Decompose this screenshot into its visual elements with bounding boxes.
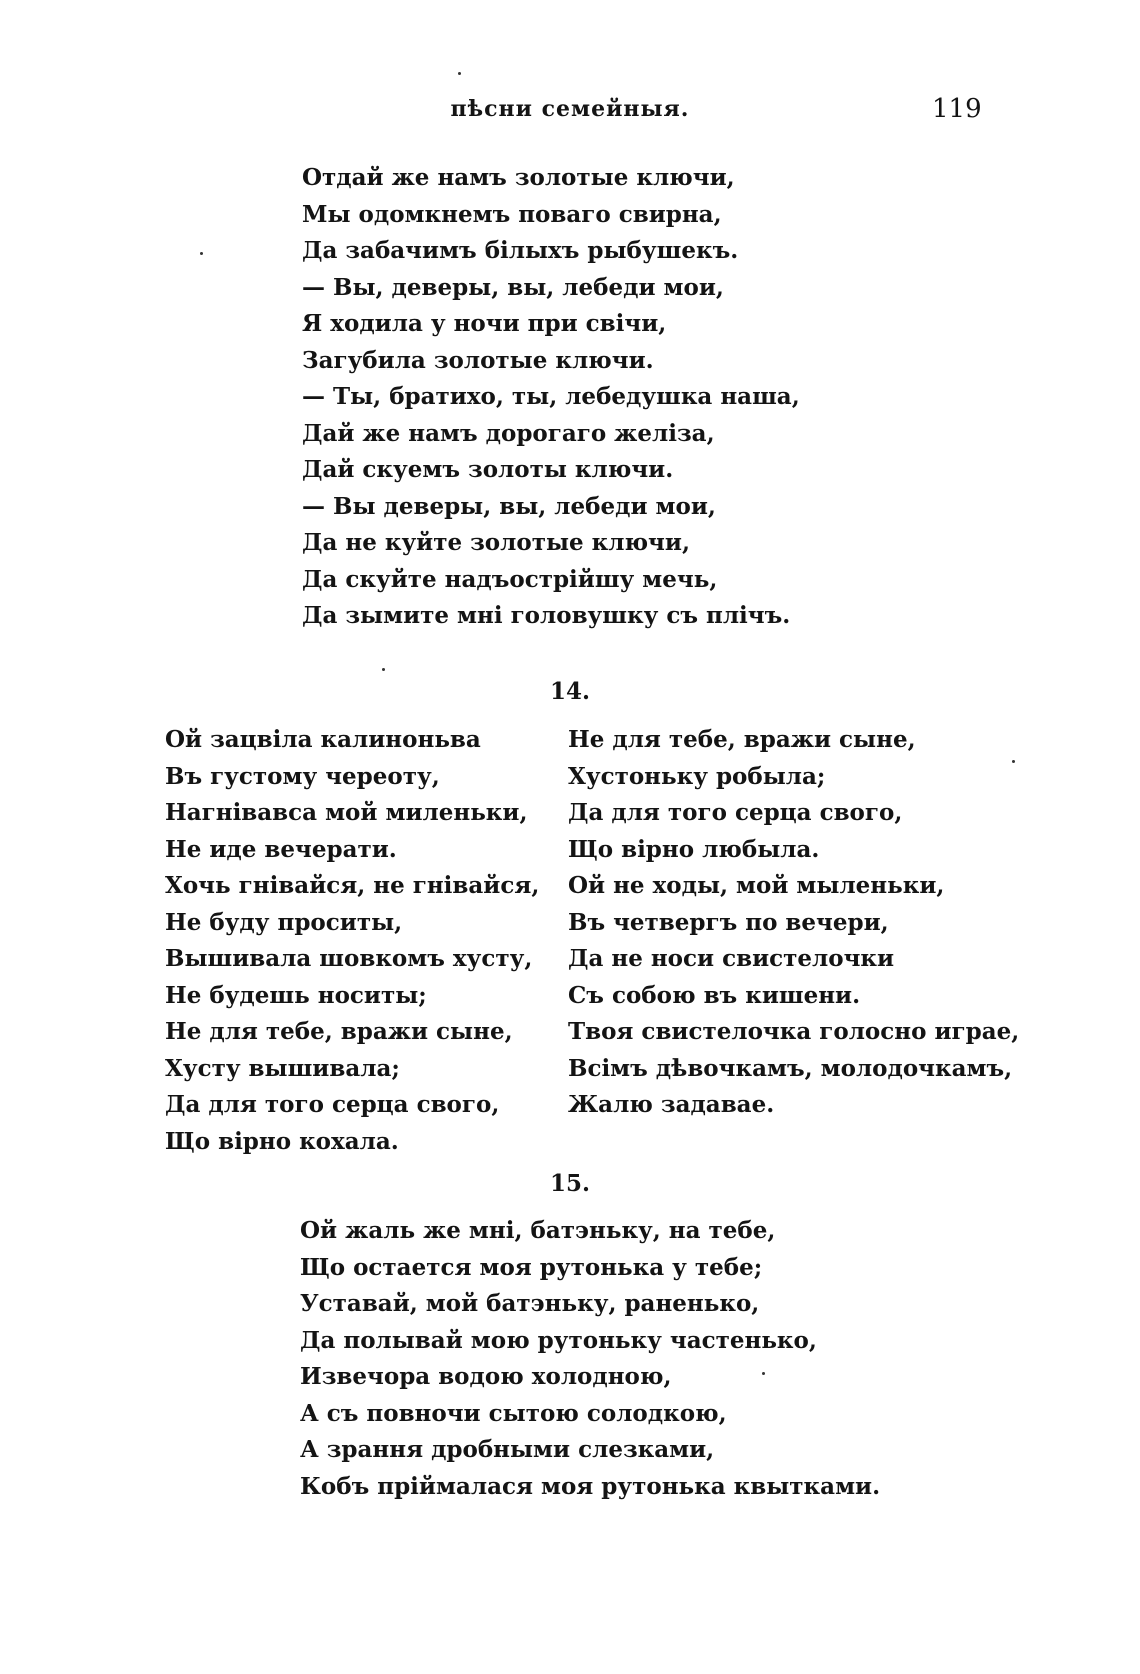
print-speck <box>458 72 461 75</box>
verse-line: Да полывай мою рутоньку частенько, <box>300 1326 817 1354</box>
verse-line: — Ты, братихо, ты, лебедушка наша, <box>302 383 800 410</box>
verse-line: Да для того серца свого, <box>165 1091 500 1118</box>
verse-line: Да не куйте золотые ключи, <box>302 529 690 556</box>
running-head: пѣсни семейныя. <box>450 96 690 122</box>
verse-line: Съ собою въ кишени. <box>568 981 861 1009</box>
verse-line: Не иде вечерати. <box>165 835 397 863</box>
verse-line: Кобъ пріймалася моя рутонька квытками. <box>300 1472 881 1500</box>
verse-line: Нагнівавса мой миленьки, <box>165 799 528 826</box>
verse-line: Хустоньку робыла; <box>568 762 826 790</box>
verse-line: Вышивала шовкомъ хусту, <box>165 945 533 972</box>
verse-line: Да зымите мні головушку съ плічъ. <box>302 602 791 629</box>
verse-line: Ой жаль же мні, батэньку, на тебе, <box>300 1217 776 1244</box>
verse-line: Да забачимъ білыхъ рыбушекъ. <box>302 237 739 264</box>
song-15-number: 15. <box>549 1170 590 1197</box>
verse-line: Всімъ дѣвочкамъ, молодочкамъ, <box>568 1054 1013 1082</box>
verse-line: Жалю задавае. <box>568 1091 775 1118</box>
verse-line: Да не носи свистелочки <box>568 945 895 972</box>
song-14-number: 14. <box>549 678 590 705</box>
verse-line: Ой зацвіла калиноньва <box>165 726 481 753</box>
verse-line: Въ четвергъ по вечери, <box>568 908 889 936</box>
song-15-stanza <box>300 1213 880 1505</box>
page-number: 119 <box>932 94 982 124</box>
verse-line: Ой не ходы, мой мыленьки, <box>568 872 945 899</box>
verse-line: Не буду проситы, <box>165 908 403 936</box>
verse-line: Твоя свистелочка голосно играе, <box>568 1018 1020 1045</box>
verse-line: Извечора водою холодною, <box>300 1363 672 1390</box>
song-14-left-column <box>165 722 539 1160</box>
song-13-stanza <box>302 160 800 635</box>
verse-line: Не будешь носиты; <box>165 981 427 1009</box>
verse-line: Хусту вышивала; <box>165 1054 400 1082</box>
verse-line: А съ повночи сытою солодкою, <box>300 1399 727 1427</box>
print-speck <box>762 1372 765 1375</box>
print-speck <box>200 252 203 255</box>
verse-line: Що вірно любыла. <box>568 835 820 863</box>
verse-line: Въ густому череоту, <box>165 762 440 790</box>
print-speck <box>382 668 385 671</box>
verse-line: — Вы, деверы, вы, лебеди мои, <box>302 273 724 301</box>
verse-line: Що вірно кохала. <box>165 1127 399 1155</box>
print-speck <box>1012 760 1015 763</box>
verse-line: Що остается моя рутонька у тебе; <box>300 1253 763 1281</box>
verse-line: Хочь гнівайся, не гнівайся, <box>165 872 540 899</box>
song-14-right-column <box>568 722 1019 1124</box>
verse-line: Уставай, мой батэньку, раненько, <box>300 1290 760 1317</box>
verse-line: Не для тебе, вражи сыне, <box>568 726 916 753</box>
verse-line: Дай скуемъ золоты ключи. <box>302 456 674 483</box>
verse-line: Загубила золотые ключи. <box>302 346 654 374</box>
verse-line: Да скуйте надъострійшу мечь, <box>302 565 718 593</box>
verse-line: Мы одомкнемъ поваго свирна, <box>302 200 722 228</box>
verse-line: Не для тебе, вражи сыне, <box>165 1018 513 1045</box>
verse-line: — Вы деверы, вы, лебеди мои, <box>302 492 716 520</box>
verse-line: А зрання дробными слезками, <box>300 1436 715 1463</box>
verse-line: Да для того серца свого, <box>568 799 903 826</box>
verse-line: Дай же намъ дорогаго желіза, <box>302 419 715 447</box>
verse-line: Я ходила у ночи при свічи, <box>302 310 667 337</box>
verse-line: Отдай же намъ золотые ключи, <box>302 164 735 191</box>
